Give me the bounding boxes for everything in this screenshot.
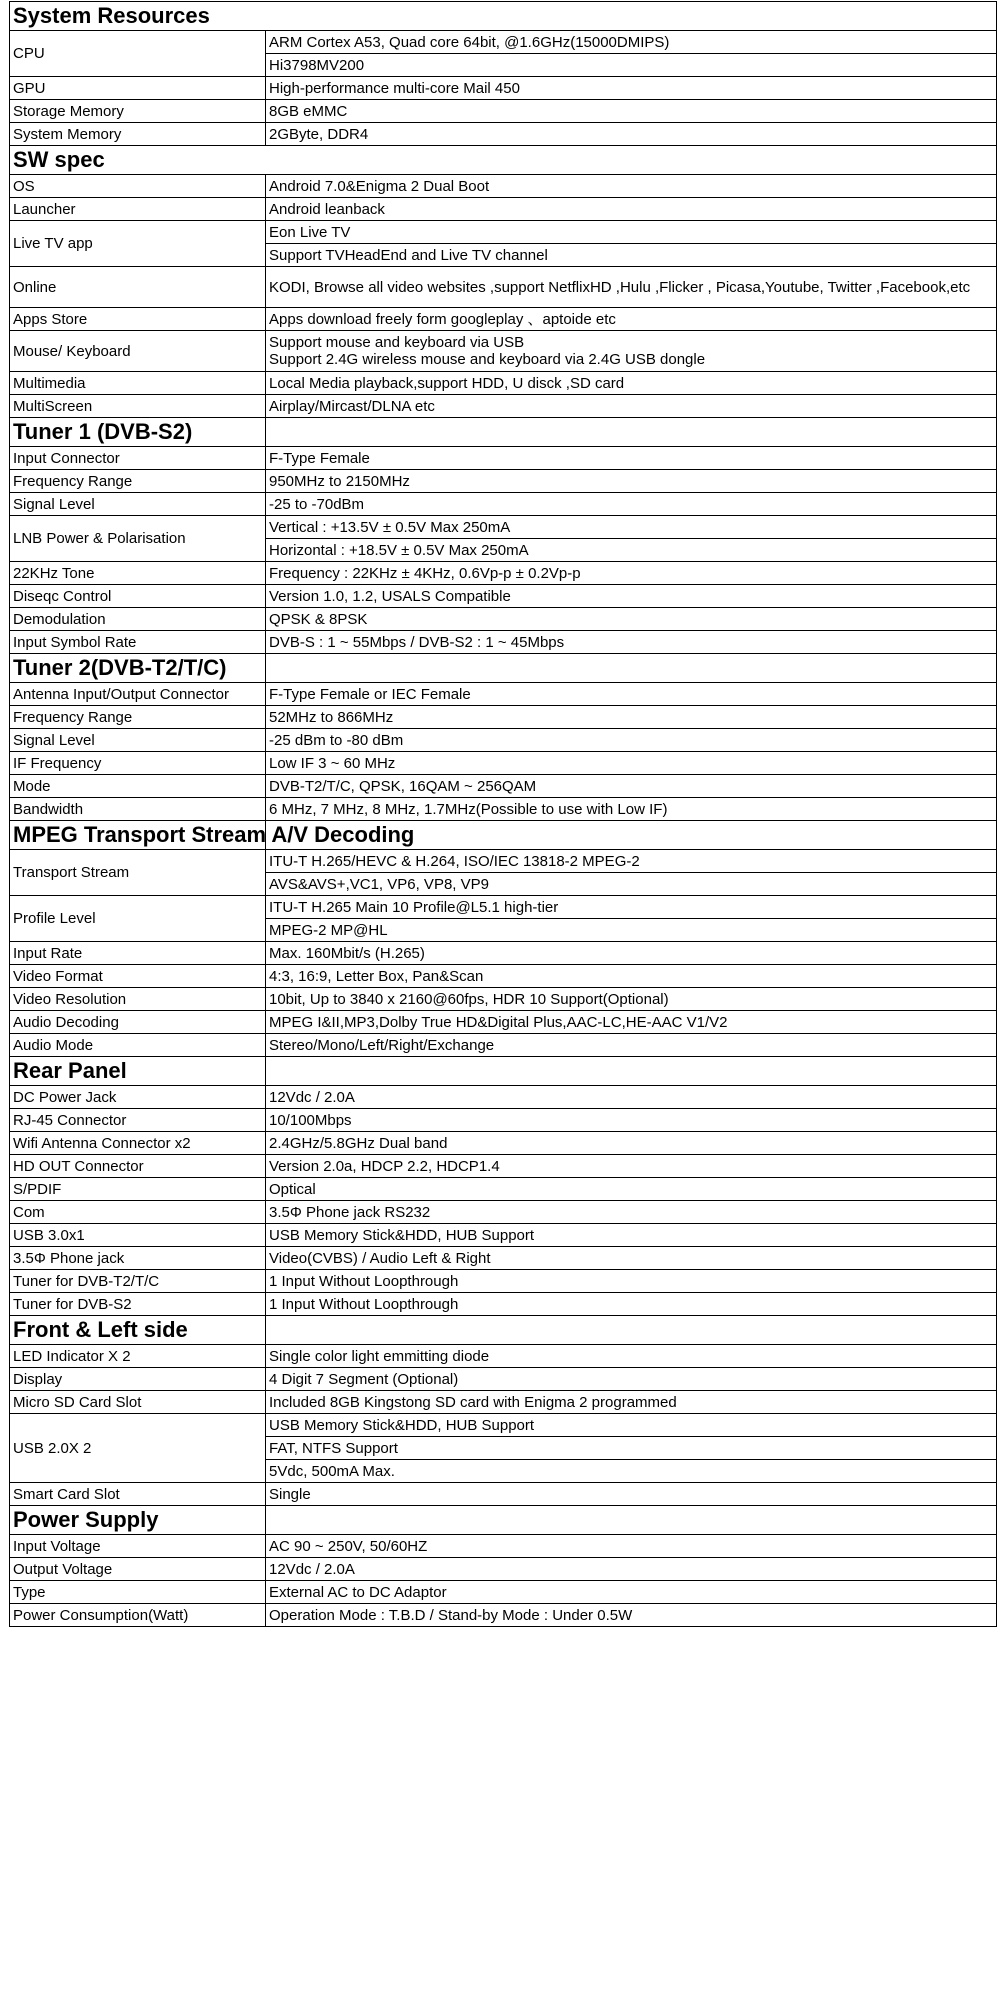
spec-label: HD OUT Connector [10, 1155, 266, 1178]
spec-label: LNB Power & Polarisation [10, 516, 266, 562]
spec-label: MultiScreen [10, 395, 266, 418]
spec-value: Support mouse and keyboard via USB Support 2.4G wireless mouse and keyboard via 2.4G USB dongle [266, 331, 997, 372]
section-title: MPEG Transport Stream A/V Decoding [10, 821, 266, 850]
spec-label: GPU [10, 77, 266, 100]
spec-value: 1 Input Without Loopthrough [266, 1293, 997, 1316]
spec-value: 3.5Φ Phone jack RS232 [266, 1201, 997, 1224]
spec-value: 2GByte, DDR4 [266, 123, 997, 146]
spec-row [10, 1201, 997, 1224]
spec-label: System Memory [10, 123, 266, 146]
section-header-row [10, 654, 997, 683]
spec-label: Wifi Antenna Connector x2 [10, 1132, 266, 1155]
spec-value: Operation Mode : T.B.D / Stand-by Mode : Under 0.5W [266, 1604, 997, 1627]
spec-row [10, 77, 997, 100]
spec-label: Launcher [10, 198, 266, 221]
spec-label: Frequency Range [10, 706, 266, 729]
spec-label: IF Frequency [10, 752, 266, 775]
spec-row [10, 585, 997, 608]
spec-value: 10/100Mbps [266, 1109, 997, 1132]
spec-row [10, 372, 997, 395]
spec-value: Single color light emmitting diode [266, 1345, 997, 1368]
spec-value: Stereo/Mono/Left/Right/Exchange [266, 1034, 997, 1057]
spec-label: Input Symbol Rate [10, 631, 266, 654]
spec-row [10, 331, 997, 372]
spec-value: High-performance multi-core Mail 450 [266, 77, 997, 100]
section-header-row [10, 146, 997, 175]
spec-row [10, 493, 997, 516]
spec-label: Video Resolution [10, 988, 266, 1011]
spec-row [10, 1345, 997, 1368]
spec-row [10, 1270, 997, 1293]
spec-row [10, 100, 997, 123]
spec-value: USB Memory Stick&HDD, HUB Support [266, 1224, 997, 1247]
spec-label: Output Voltage [10, 1558, 266, 1581]
section-title: Tuner 1 (DVB-S2) [10, 418, 266, 447]
spec-row [10, 1155, 997, 1178]
spec-label: Frequency Range [10, 470, 266, 493]
spec-value: 6 MHz, 7 MHz, 8 MHz, 1.7MHz(Possible to use with Low IF) [266, 798, 997, 821]
section-empty-cell [266, 1316, 997, 1345]
spec-label: Input Voltage [10, 1535, 266, 1558]
spec-label: Signal Level [10, 729, 266, 752]
spec-row [10, 1224, 997, 1247]
spec-row [10, 850, 997, 873]
spec-value: FAT, NTFS Support [266, 1437, 997, 1460]
spec-label: Power Consumption(Watt) [10, 1604, 266, 1627]
spec-value: 12Vdc / 2.0A [266, 1086, 997, 1109]
section-header-row [10, 821, 997, 850]
spec-row [10, 1109, 997, 1132]
spec-value: F-Type Female or IEC Female [266, 683, 997, 706]
spec-value: Optical [266, 1178, 997, 1201]
spec-row [10, 395, 997, 418]
spec-row [10, 31, 997, 54]
spec-row [10, 1414, 997, 1437]
spec-row [10, 562, 997, 585]
spec-value: Max. 160Mbit/s (H.265) [266, 942, 997, 965]
spec-table-body [10, 2, 997, 1627]
spec-label: 3.5Φ Phone jack [10, 1247, 266, 1270]
spec-value: ITU-T H.265/HEVC & H.264, ISO/IEC 13818-2 MPEG-2 [266, 850, 997, 873]
spec-row [10, 1034, 997, 1057]
spec-value: ARM Cortex A53, Quad core 64bit, @1.6GHz(15000DMIPS) [266, 31, 997, 54]
spec-row [10, 1391, 997, 1414]
spec-row [10, 752, 997, 775]
spec-value: Included 8GB Kingstong SD card with Enigma 2 programmed [266, 1391, 997, 1414]
spec-label: Bandwidth [10, 798, 266, 821]
spec-value: Hi3798MV200 [266, 54, 997, 77]
spec-row [10, 706, 997, 729]
spec-value: Local Media playback,support HDD, U disck ,SD card [266, 372, 997, 395]
spec-row [10, 1293, 997, 1316]
spec-value: ITU-T H.265 Main 10 Profile@L5.1 high-tier [266, 896, 997, 919]
section-title: Front & Left side [10, 1316, 266, 1345]
spec-value: External AC to DC Adaptor [266, 1581, 997, 1604]
section-header-row [10, 1316, 997, 1345]
spec-value: 4:3, 16:9, Letter Box, Pan&Scan [266, 965, 997, 988]
spec-label: Input Rate [10, 942, 266, 965]
section-header-row [10, 2, 997, 31]
spec-label: Antenna Input/Output Connector [10, 683, 266, 706]
spec-value: Version 1.0, 1.2, USALS Compatible [266, 585, 997, 608]
spec-row [10, 775, 997, 798]
spec-label: Storage Memory [10, 100, 266, 123]
spec-value: Eon Live TV [266, 221, 997, 244]
spec-value: Android leanback [266, 198, 997, 221]
spec-row [10, 308, 997, 331]
section-empty-cell [266, 654, 997, 683]
spec-row [10, 1558, 997, 1581]
section-empty-cell [266, 1057, 997, 1086]
spec-label: S/PDIF [10, 1178, 266, 1201]
spec-value: DVB-S : 1 ~ 55Mbps / DVB-S2 : 1 ~ 45Mbps [266, 631, 997, 654]
spec-row [10, 631, 997, 654]
spec-row [10, 221, 997, 244]
spec-label: Signal Level [10, 493, 266, 516]
spec-label: RJ-45 Connector [10, 1109, 266, 1132]
section-header-row [10, 1057, 997, 1086]
spec-label: Transport Stream [10, 850, 266, 896]
spec-label: CPU [10, 31, 266, 77]
spec-value: 52MHz to 866MHz [266, 706, 997, 729]
spec-row [10, 175, 997, 198]
spec-value: Single [266, 1483, 997, 1506]
spec-row [10, 988, 997, 1011]
spec-value: DVB-T2/T/C, QPSK, 16QAM ~ 256QAM [266, 775, 997, 798]
spec-label: Mode [10, 775, 266, 798]
spec-row [10, 516, 997, 539]
spec-label: Display [10, 1368, 266, 1391]
spec-value: 2.4GHz/5.8GHz Dual band [266, 1132, 997, 1155]
spec-value: 950MHz to 2150MHz [266, 470, 997, 493]
spec-label: Multimedia [10, 372, 266, 395]
spec-label: Com [10, 1201, 266, 1224]
spec-label: Micro SD Card Slot [10, 1391, 266, 1414]
spec-row [10, 729, 997, 752]
spec-label: LED Indicator X 2 [10, 1345, 266, 1368]
spec-label: USB 2.0X 2 [10, 1414, 266, 1483]
spec-value: Low IF 3 ~ 60 MHz [266, 752, 997, 775]
section-title: System Resources [10, 2, 997, 31]
spec-label: Live TV app [10, 221, 266, 267]
spec-label: Apps Store [10, 308, 266, 331]
spec-row [10, 447, 997, 470]
spec-value: Android 7.0&Enigma 2 Dual Boot [266, 175, 997, 198]
spec-row [10, 965, 997, 988]
spec-value: AVS&AVS+,VC1, VP6, VP8, VP9 [266, 873, 997, 896]
spec-value: F-Type Female [266, 447, 997, 470]
spec-label: Audio Decoding [10, 1011, 266, 1034]
spec-row [10, 1483, 997, 1506]
spec-row [10, 198, 997, 221]
spec-label: Audio Mode [10, 1034, 266, 1057]
spec-row [10, 1178, 997, 1201]
spec-value: QPSK & 8PSK [266, 608, 997, 631]
spec-label: Smart Card Slot [10, 1483, 266, 1506]
spec-row [10, 1368, 997, 1391]
spec-row [10, 1086, 997, 1109]
section-header-row [10, 418, 997, 447]
spec-label: 22KHz Tone [10, 562, 266, 585]
spec-row [10, 1011, 997, 1034]
spec-row [10, 1247, 997, 1270]
section-header-row [10, 1506, 997, 1535]
spec-value: 10bit, Up to 3840 x 2160@60fps, HDR 10 Support(Optional) [266, 988, 997, 1011]
spec-label: Type [10, 1581, 266, 1604]
spec-value: -25 dBm to -80 dBm [266, 729, 997, 752]
spec-row [10, 470, 997, 493]
spec-value: KODI, Browse all video websites ,support NetflixHD ,Hulu ,Flicker , Picasa,Youtube, Twitter ,Facebook,etc [266, 267, 997, 308]
spec-value: AC 90 ~ 250V, 50/60HZ [266, 1535, 997, 1558]
spec-value: 4 Digit 7 Segment (Optional) [266, 1368, 997, 1391]
spec-label: Video Format [10, 965, 266, 988]
spec-label: OS [10, 175, 266, 198]
spec-value: Video(CVBS) / Audio Left & Right [266, 1247, 997, 1270]
spec-value: Airplay/Mircast/DLNA etc [266, 395, 997, 418]
spec-value: 5Vdc, 500mA Max. [266, 1460, 997, 1483]
spec-label: Diseqc Control [10, 585, 266, 608]
spec-label: Mouse/ Keyboard [10, 331, 266, 372]
spec-row [10, 608, 997, 631]
section-empty-cell [266, 418, 997, 447]
spec-label: Online [10, 267, 266, 308]
spec-row [10, 1604, 997, 1627]
spec-label: USB 3.0x1 [10, 1224, 266, 1247]
spec-row [10, 267, 997, 308]
spec-value: Apps download freely form googleplay 、aptoide etc [266, 308, 997, 331]
spec-row [10, 798, 997, 821]
spec-row [10, 1132, 997, 1155]
spec-label: Tuner for DVB-T2/T/C [10, 1270, 266, 1293]
spec-value: Version 2.0a, HDCP 2.2, HDCP1.4 [266, 1155, 997, 1178]
spec-value: Horizontal : +18.5V ± 0.5V Max 250mA [266, 539, 997, 562]
spec-value: -25 to -70dBm [266, 493, 997, 516]
spec-value: MPEG I&II,MP3,Dolby True HD&Digital Plus,AAC-LC,HE-AAC V1/V2 [266, 1011, 997, 1034]
spec-label: Tuner for DVB-S2 [10, 1293, 266, 1316]
spec-row [10, 683, 997, 706]
spec-value: 1 Input Without Loopthrough [266, 1270, 997, 1293]
spec-row [10, 123, 997, 146]
section-title: Tuner 2(DVB-T2/T/C) [10, 654, 266, 683]
spec-value: 8GB eMMC [266, 100, 997, 123]
section-title: Power Supply [10, 1506, 266, 1535]
section-title: Rear Panel [10, 1057, 266, 1086]
spec-value: 12Vdc / 2.0A [266, 1558, 997, 1581]
spec-row [10, 1581, 997, 1604]
spec-value: Support TVHeadEnd and Live TV channel [266, 244, 997, 267]
spec-value: USB Memory Stick&HDD, HUB Support [266, 1414, 997, 1437]
spec-row [10, 942, 997, 965]
spec-label: Profile Level [10, 896, 266, 942]
spec-value: MPEG-2 MP@HL [266, 919, 997, 942]
spec-row [10, 896, 997, 919]
spec-value: Frequency : 22KHz ± 4KHz, 0.6Vp-p ± 0.2Vp-p [266, 562, 997, 585]
spec-row [10, 1535, 997, 1558]
section-title: SW spec [10, 146, 997, 175]
spec-label: Demodulation [10, 608, 266, 631]
spec-label: DC Power Jack [10, 1086, 266, 1109]
section-empty-cell [266, 1506, 997, 1535]
spec-label: Input Connector [10, 447, 266, 470]
spec-table [9, 1, 997, 1627]
spec-value: Vertical : +13.5V ± 0.5V Max 250mA [266, 516, 997, 539]
